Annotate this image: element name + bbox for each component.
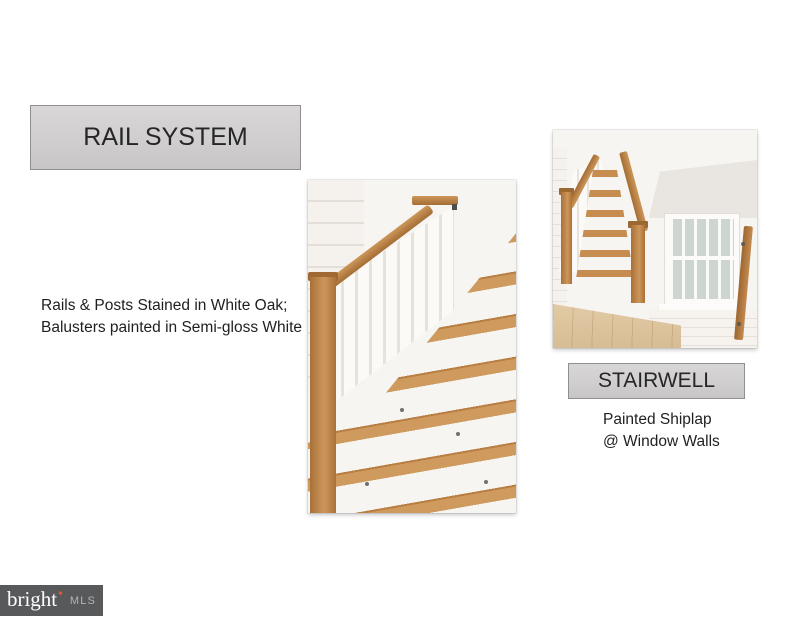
logo-suffix-text: MLS xyxy=(69,595,97,607)
rail-system-photo xyxy=(308,180,516,513)
rail-system-header xyxy=(30,105,301,170)
rail-note-line1: Rails & Posts Stained in White Oak; xyxy=(41,297,288,314)
stairwell-note-line2: @ Window Walls xyxy=(603,433,720,450)
stairwell-header xyxy=(568,363,745,399)
stairwell-photo xyxy=(553,130,757,348)
logo-spark-icon: ✦ xyxy=(57,588,64,598)
hardware-dot xyxy=(484,480,488,484)
oak-newel-post xyxy=(310,277,336,513)
rail-bracket xyxy=(452,204,457,210)
oak-newel-post xyxy=(631,225,645,303)
ceiling-plane xyxy=(649,160,757,218)
hardware-dot xyxy=(400,408,404,412)
rail-bracket-dot xyxy=(741,242,745,246)
hardware-dot xyxy=(365,482,369,486)
window xyxy=(665,214,739,304)
logo-brand-text: bright xyxy=(6,587,58,611)
stairwell-note-line1: Painted Shiplap xyxy=(603,411,712,428)
stairwell-note xyxy=(603,409,763,453)
rail-system-title: RAIL SYSTEM xyxy=(83,123,248,151)
hardware-dot xyxy=(456,432,460,436)
bright-mls-logo xyxy=(0,585,103,616)
rail-note-line2: Balusters painted in Semi-gloss White xyxy=(41,319,303,336)
stairwell-title: STAIRWELL xyxy=(597,369,716,392)
rail-bracket-dot xyxy=(737,322,741,326)
window-sash-bar xyxy=(670,256,734,260)
oak-post xyxy=(561,192,572,284)
rail-note xyxy=(41,295,311,339)
